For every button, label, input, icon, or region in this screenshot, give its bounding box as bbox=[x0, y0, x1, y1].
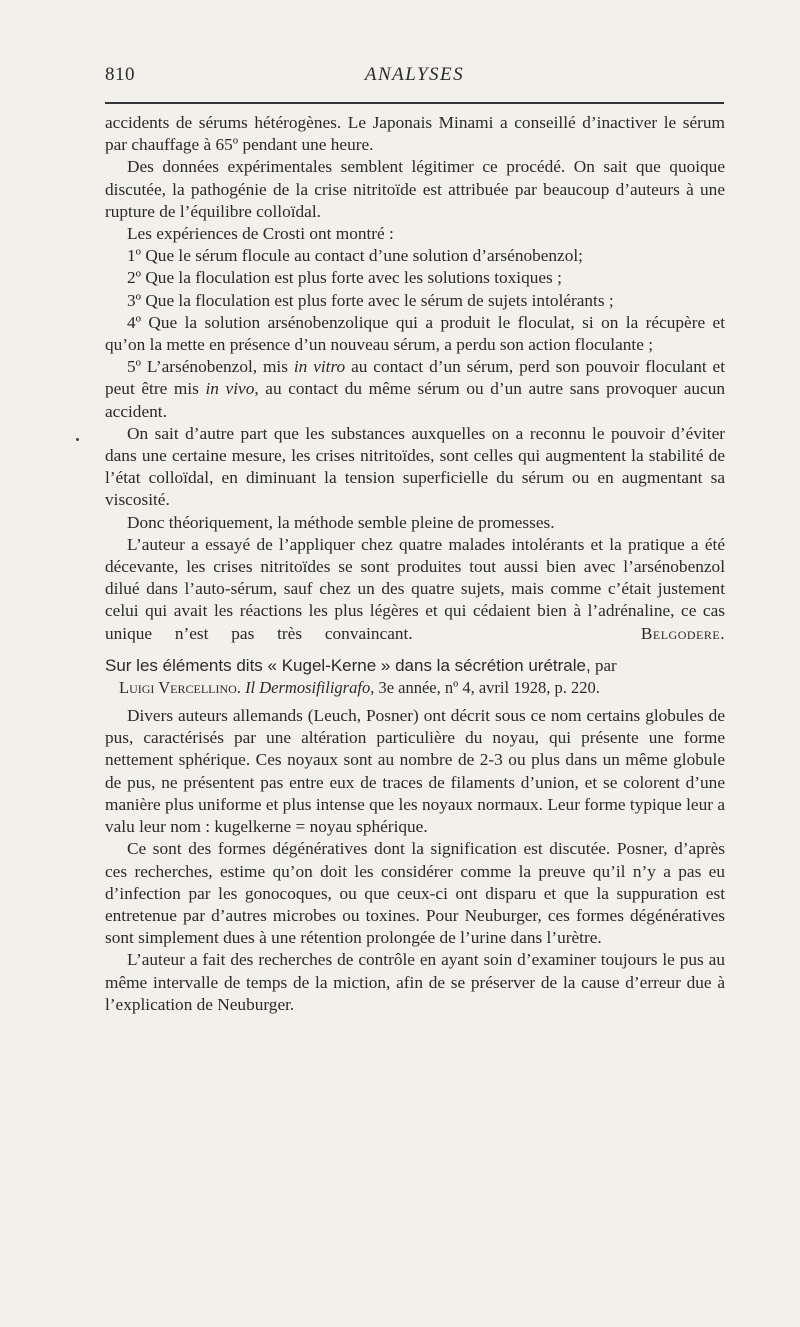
list-item: 1º Que le sérum flocule au contact d’une solution d’arsénobenzol; bbox=[127, 246, 583, 266]
article-title: Sur les éléments dits « Kugel-Kerne » dans la sécrétion urétrale, par bbox=[105, 655, 617, 675]
list-item: 3º Que la floculation est plus forte avec le sérum de sujets intolérants ; bbox=[127, 290, 614, 310]
paragraph: On sait d’autre part que les substances auxquelles on a reconnu le pouvoir d’éviter dans une certaine mesure, les crises nitritoïdes, sont celles qui augmentent la stabilité de l’état colloïdal, en diminuant la tension superficielle du sérum ou en augmentant sa viscosité. bbox=[105, 423, 725, 510]
page-header bbox=[105, 62, 724, 92]
page-body bbox=[105, 112, 725, 1016]
paragraph: Divers auteurs allemands (Leuch, Posner) ont décrit sous ce nom certains globules de pus, caractérisés par une altération particulière du noyau, qui présente une forme nettement sphérique. Ces noyaux sont au nombre de 2-3 ou plus dans un même globule de pus, ne présentent pas entre eux de traces de filaments d’union, et se colorent d’une manière plus uniforme et plus intense que les noyaux normaux. Leur forme typique leur a valu leur nom : kugelkerne = noyau sphérique. bbox=[105, 706, 725, 837]
paragraph: L’auteur a fait des recherches de contrôle en ayant soin d’examiner toujours le pus au même intervalle de temps de la miction, afin de se préserver de la cause d’erreur due à l’explication de Neuburger. bbox=[105, 950, 725, 1014]
italic-term: in vivo bbox=[205, 379, 255, 399]
page-number: 810 bbox=[105, 64, 135, 85]
journal-name: Il Dermosifiligrafo, bbox=[240, 677, 375, 697]
paragraph: accidents de sérums hétérogènes. Le Japonais Minami a conseillé d’inactiver le sérum par chauffage à 65º pendant une heure. bbox=[105, 113, 725, 155]
paragraph: Les expériences de Crosti ont montré : bbox=[127, 224, 394, 244]
author: Luigi Vercellino. bbox=[119, 677, 241, 697]
paragraph: Donc théoriquement, la méthode semble pleine de promesses. bbox=[127, 512, 555, 532]
paragraph: L’auteur a essayé de l’appliquer chez quatre malades intolérants et la pratique a été décevante, les crises nitritoïdes se sont produites tout aussi bien avec l’arsénobenzol dilué dans l’auto-sérum, sauf chez un des quatre sujets, mais comme c’était justement celui qui avait les réactions les plus légères et qui cédaient bien à l’adrénaline, ce cas unique n’est pas très convaincant. Belgodere. bbox=[105, 534, 726, 643]
paragraph: Ce sont des formes dégénératives dont la signification est discutée. Posner, d’après ces recherches, estime qu’on doit les considérer comme la preuve qu’il n’y a pas eu d’infection par les gonocoques, ou que ceux-ci ont disparu et que la suppuration est entretenue par d’autres microbes ou toxines. Pour Neuburger, ces formes dégénératives sont simplement dues à une rétention prolongée de l’urine dans l’urètre. bbox=[105, 839, 725, 948]
italic-term: in vitro bbox=[293, 357, 346, 377]
running-head: ANALYSES bbox=[364, 64, 465, 85]
list-item: 4º Que la solution arsénobenzolique qui a produit le floculat, si on la récupère et qu’on la mette en présence d’un nouveau sérum, a perdu son action floculante ; bbox=[105, 312, 725, 355]
list-item: 2º Que la floculation est plus forte avec les solutions toxiques ; bbox=[127, 268, 562, 288]
list-item: 5º L’arsénobenzol, mis in vitro au contact d’un sérum, perd son pouvoir floculant et peut être mis in vivo, au contact du même sérum ou d’un autre sans provoquer aucun accident. bbox=[105, 357, 726, 421]
citation: Luigi Vercellino. Il Dermosifiligrafo, 3e année, nº 4, avril 1928, p. 220. bbox=[119, 677, 600, 697]
margin-dot bbox=[76, 438, 79, 441]
header-rule bbox=[105, 102, 724, 104]
paragraph: Des données expérimentales semblent légitimer ce procédé. On sait que quoique discutée, la pathogénie de la crise nitritoïde est attribuée par beaucoup d’auteurs à une rupture de l’équilibre colloïdal. bbox=[105, 157, 725, 221]
signature: Belgodere. bbox=[640, 623, 726, 643]
